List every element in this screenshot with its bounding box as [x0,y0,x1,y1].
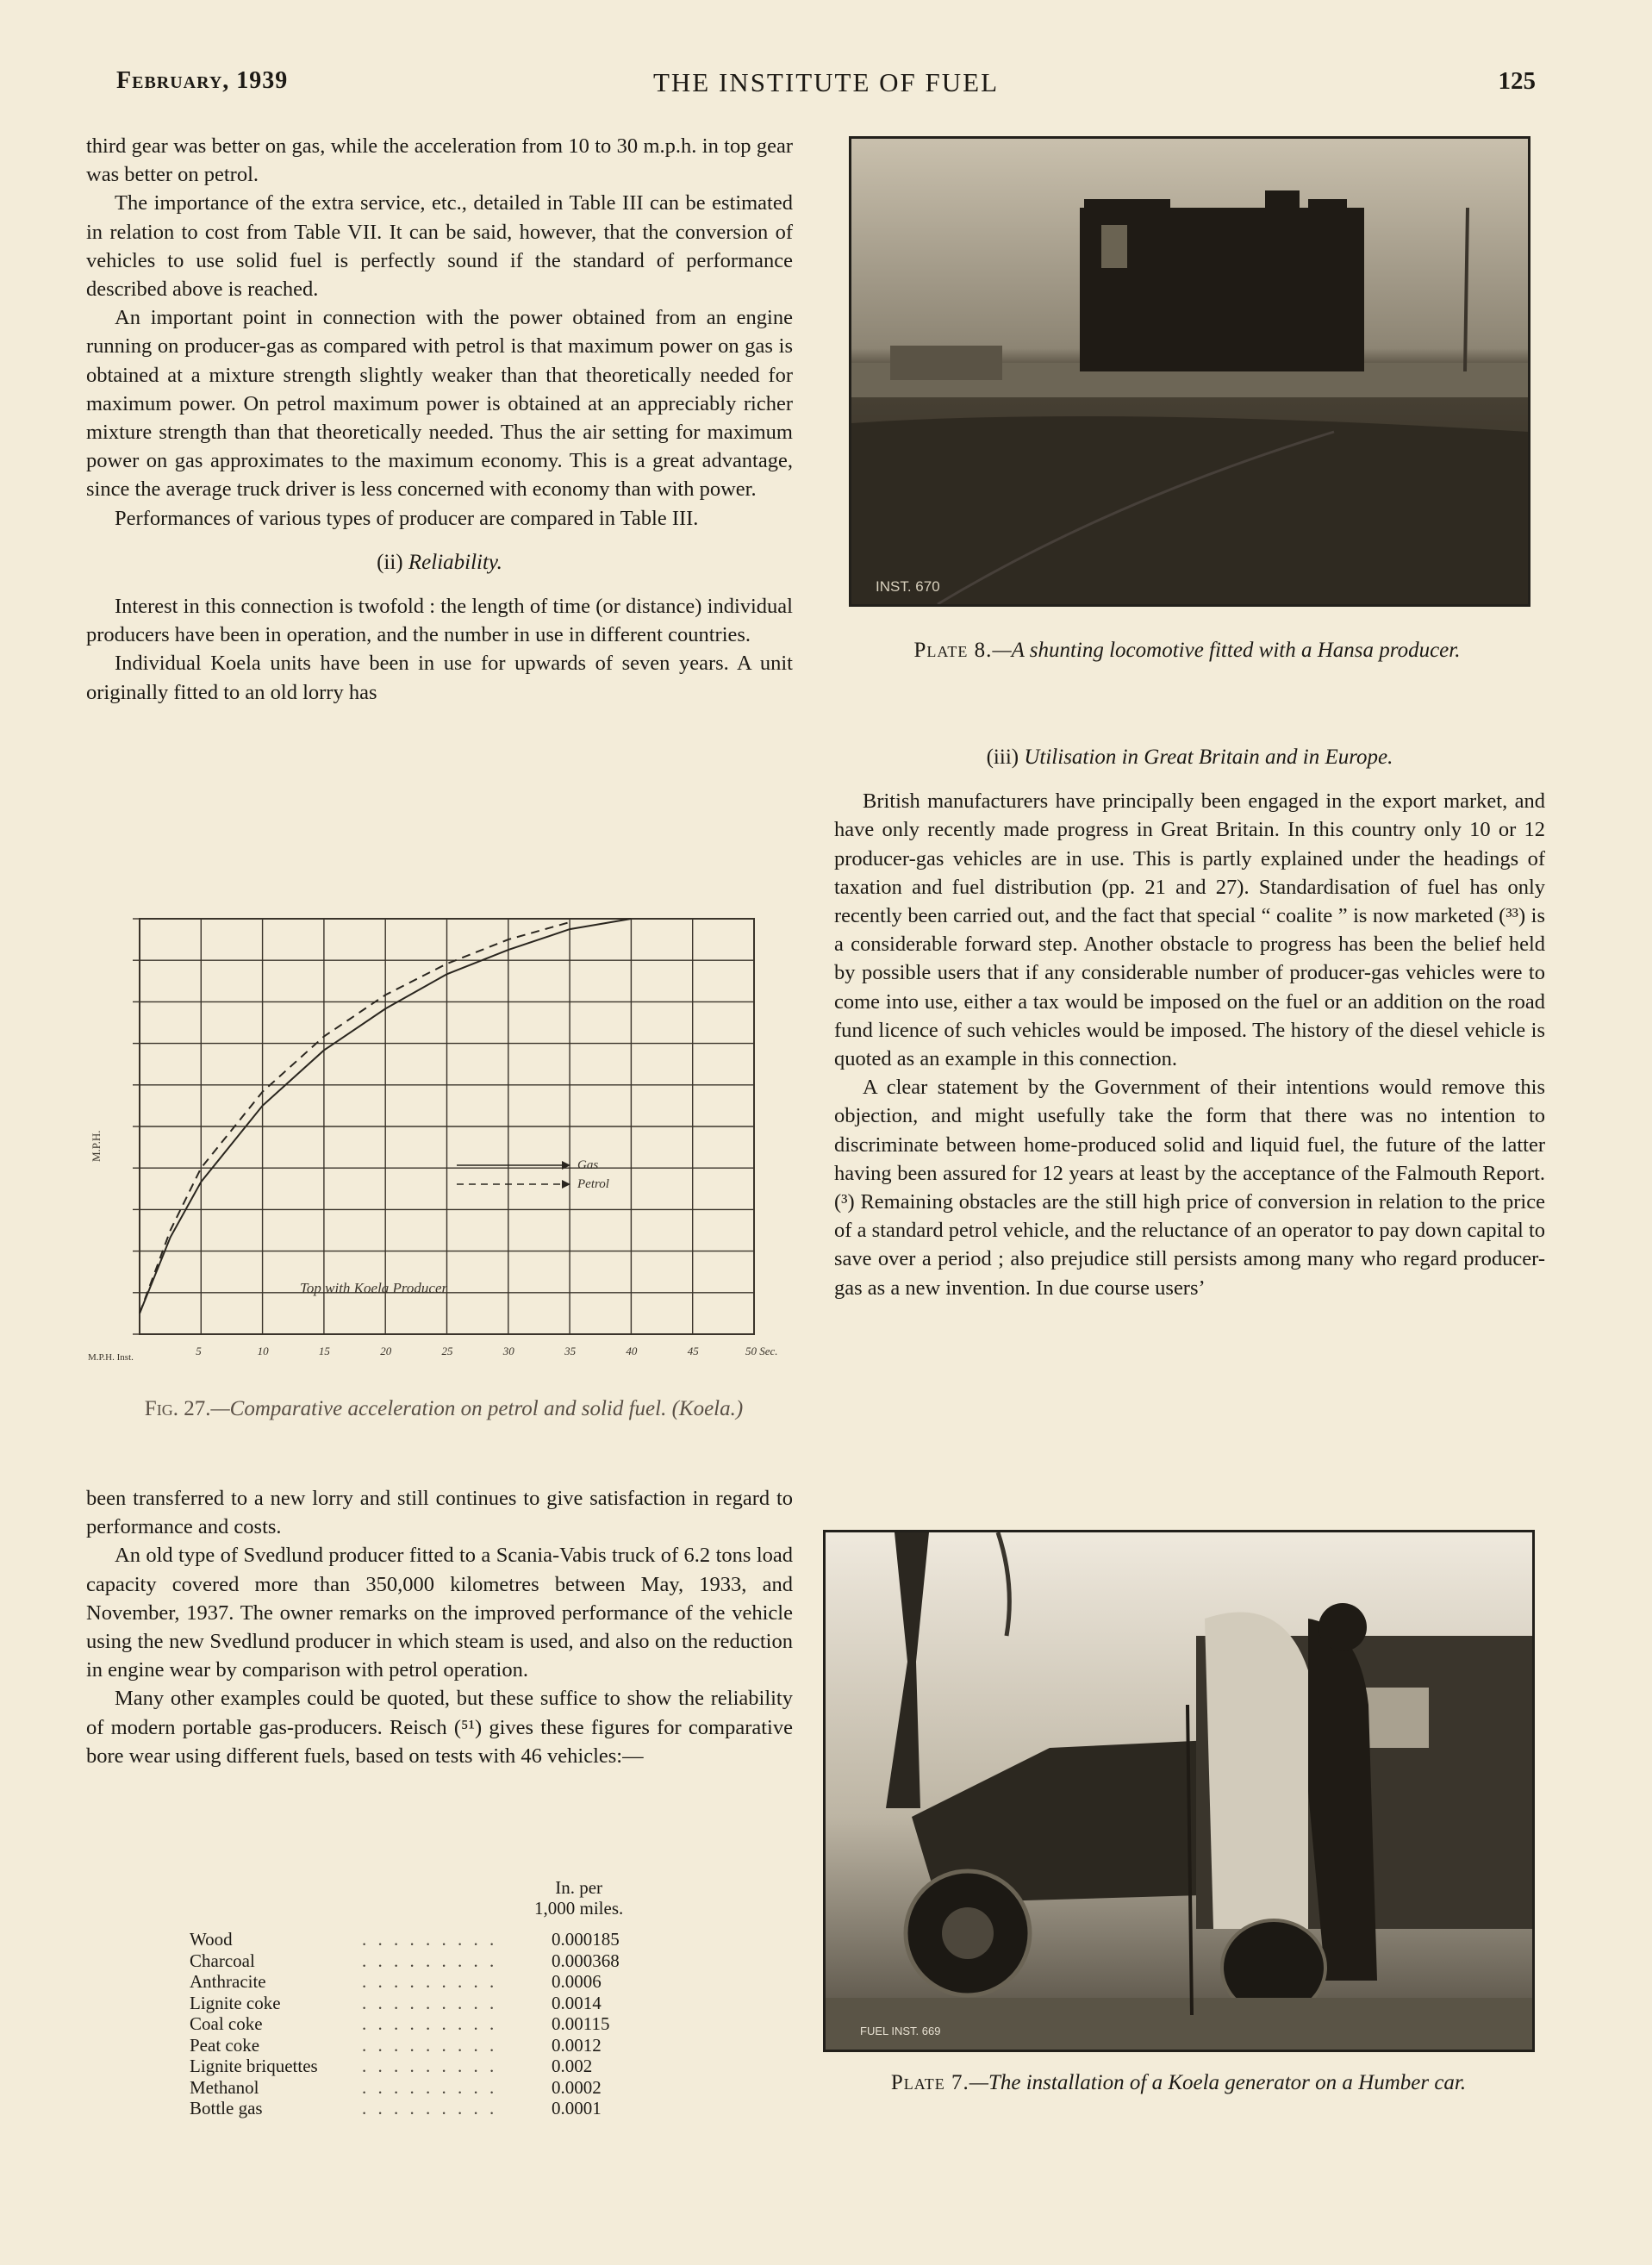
x-tick-label: 25 [441,1345,453,1357]
paragraph: Performances of various types of producer are compared in Table III. [115,506,699,530]
wear-table-unit [534,1877,623,1919]
section-title: Utilisation in Great Britain and in Europe. [1024,746,1393,769]
legend-gas-label: Gas [577,1158,599,1172]
fuel-name: Lignite coke [190,1992,281,2013]
page-header [0,67,1652,102]
paragraph: An old type of Svedlund producer fitted to a Scania-Vabis truck of 6.2 tons load capacity covered more than 350,000 kilometres between May, 1933, and November, 1937. The owner remarks on the improved performance of the vehicle using the new Svedlund producer in which steam is used, and also on the reduction in engine wear by comparison with petrol operation. [86,1544,793,1682]
wear-value: 0.0001 [552,2098,602,2118]
chart-origin-label: M.P.H. Inst. [88,1352,134,1363]
plate8-stamp: INST. 670 [876,578,940,595]
leader-dots: . . . . . . . . . [362,2076,498,2098]
fuel-name: Peat coke [190,2034,260,2056]
x-tick-label: 20 [380,1345,392,1357]
fuel-name: Bottle gas [190,2098,263,2118]
x-tick-label: 10 [257,1345,269,1357]
wear-value: 0.0014 [552,1992,602,2013]
leader-dots: . . . . . . . . . [362,2056,498,2076]
leader-dots: . . . . . . . . . [362,2013,498,2034]
chart-y-axis-label: M.P.H. [90,1130,103,1162]
paragraph: Many other examples could be quoted, but these suffice to show the reliability of modern portable gas-producers. Reisch (⁵¹) gives these figures for comparative bore wear using different fuels, based on tests with 46 vehicles:— [86,1687,793,1768]
wear-table-row [190,1971,672,1993]
x-tick-label: 50 Sec. [745,1345,778,1357]
wear-value: 0.0006 [552,1971,602,1992]
section-number: (iii) [986,746,1019,769]
x-tick-label: 45 [687,1345,699,1357]
paragraph: been transferred to a new lorry and still continues to give satisfaction in regard to performance and costs. [86,1487,793,1539]
chart-annotation: Top with Koela Producer [300,1280,448,1296]
paragraph: An important point in connection with the power obtained from an engine running on producer-gas as compared with petrol is that maximum power on gas is obtained at a mixture strength slightly weaker than that theoretically needed for maximum power. On petrol maximum power is obtained at an appreciably richer mixture strength than that theoretically needed. Thus the air setting for maximum power on gas approximates to the maximum economy. This is a great advantage, since the average truck driver is less concerned with economy than with power. [86,306,793,502]
paragraph: A clear statement by the Government of their intentions would remove this objection, and might usefully take the form that there was no intention to discriminate between home-produced solid and liquid fuel, the future of the latter having been assured for 12 years at least by the acceptance of the Falmouth Report.(³) Remaining obstacles are the still high price of conversion in relation to the price of a standard petrol vehicle, and the reluctance of an operator to pay down capital to save over a period ; also prejudice still persists among many who regard producer-gas as a new invention. In due course users’ [834,1076,1545,1300]
leader-dots: . . . . . . . . . [362,1929,498,1950]
section-heading-reliability [86,548,793,577]
wear-value: 0.002 [552,2056,593,2076]
figure-caption-text: —Comparative acceleration on petrol and solid fuel. (Koela.) [210,1397,744,1420]
leader-dots: . . . . . . . . . [362,1992,498,2013]
wear-value: 0.0002 [552,2076,602,2098]
leader-dots: . . . . . . . . . [362,1971,498,1992]
paragraph: third gear was better on gas, while the acceleration from 10 to 30 m.p.h. in top gear was better on petrol. [86,134,793,187]
wear-table-row [190,1950,672,1972]
wear-value: 0.0012 [552,2034,602,2056]
locomotive-image [851,139,1528,604]
plate-caption-text: —The installation of a Koela generator on a Humber car. [969,2071,1467,2094]
section-number: (ii) [377,550,403,574]
paragraph: Interest in this connection is twofold : the length of time (or distance) individual producers have been in operation, and the number in use in different countries. [86,595,793,647]
plate7-stamp: FUEL INST. 669 [860,2025,941,2037]
plate-label: Plate 7. [890,2071,969,2094]
plate7-caption [810,2070,1547,2096]
series-line-petrol [140,922,570,1313]
chart-x-ticks [196,1345,777,1357]
leader-dots: . . . . . . . . . [362,2034,498,2056]
plate8-caption [849,638,1525,664]
wear-table-row [190,2098,672,2119]
section-heading-utilisation [834,743,1545,771]
left-column-top [86,132,793,707]
paragraph: British manufacturers have principally been engaged in the export market, and have only recently made progress in Great Britain. In this country only 10 or 12 producer-gas vehicles are in use. This is partly explained under the headings of taxation and fuel distribution (pp. 21 and 27). Standardisation of fuel has only recently been carried out, and the fact that special “ coalite ” is now marketed (³³) is a considerable forward step. Another obstacle to progress has been the belief held by possible users that if any considerable number of producer-gas vehicles were to come into use, either a tax would be imposed on the fuel or an addition on the road fund licence of such vehicles would be imposed. The history of the diesel vehicle is quoted as an example in this connection. [834,789,1545,1071]
leader-dots: . . . . . . . . . [362,2098,498,2118]
unit-line: In. per [555,1877,603,1898]
plate8-photo [849,136,1530,607]
plate-label: Plate 8. [913,639,993,662]
wear-value: 0.00115 [552,2013,610,2034]
wear-table [190,1929,672,2119]
fuel-name: Lignite briquettes [190,2056,318,2076]
x-tick-label: 30 [502,1345,514,1357]
wear-table-row [190,1993,672,2014]
paragraph: Individual Koela units have been in use for upwards of seven years. A unit originally fitted to an old lorry has [86,652,793,704]
wear-value: 0.000185 [552,1929,620,1950]
x-tick-label: 35 [564,1345,577,1357]
journal-title: THE INSTITUTE OF FUEL [652,67,1000,97]
fuel-name: Charcoal [190,1950,255,1971]
wear-table-row [190,2056,672,2077]
fuel-name: Methanol [190,2076,259,2098]
wear-value: 0.000368 [552,1950,620,1971]
figure-caption [86,1396,801,1422]
legend-petrol-label: Petrol [577,1177,609,1191]
unit-line: 1,000 miles. [534,1898,624,1919]
acceleration-chart [86,903,801,1369]
x-tick-label: 15 [318,1345,330,1357]
chart-grid [133,919,754,1334]
wear-table-row [190,2035,672,2056]
fuel-name: Coal coke [190,2013,263,2034]
wear-table-row [190,2013,672,2035]
wear-table-row [190,1929,672,1950]
figure-label: Fig. 27. [144,1397,211,1420]
page-number: 125 [1498,67,1536,95]
x-tick-label: 5 [196,1345,202,1357]
wear-table-row [190,2077,672,2099]
plate-caption-text: —A shunting locomotive fitted with a Hansa producer. [992,639,1461,662]
issue-date: February, 1939 [116,67,289,94]
section-title: Reliability. [408,550,502,574]
humber-car-image [826,1532,1532,2050]
fuel-name: Anthracite [190,1971,266,1992]
left-column-bottom [86,1484,793,1770]
plate7-photo [823,1530,1535,2052]
right-column [834,743,1545,1302]
leader-dots: . . . . . . . . . [362,1950,498,1971]
fuel-name: Wood [190,1929,233,1950]
paragraph: The importance of the extra service, etc., detailed in Table III can be estimated in relation to cost from Table VII. It can be said, however, that the conversion of vehicles to use solid fuel is perfectly sound if the standard of performance described above is reached. [86,191,793,302]
x-tick-label: 40 [626,1345,638,1357]
